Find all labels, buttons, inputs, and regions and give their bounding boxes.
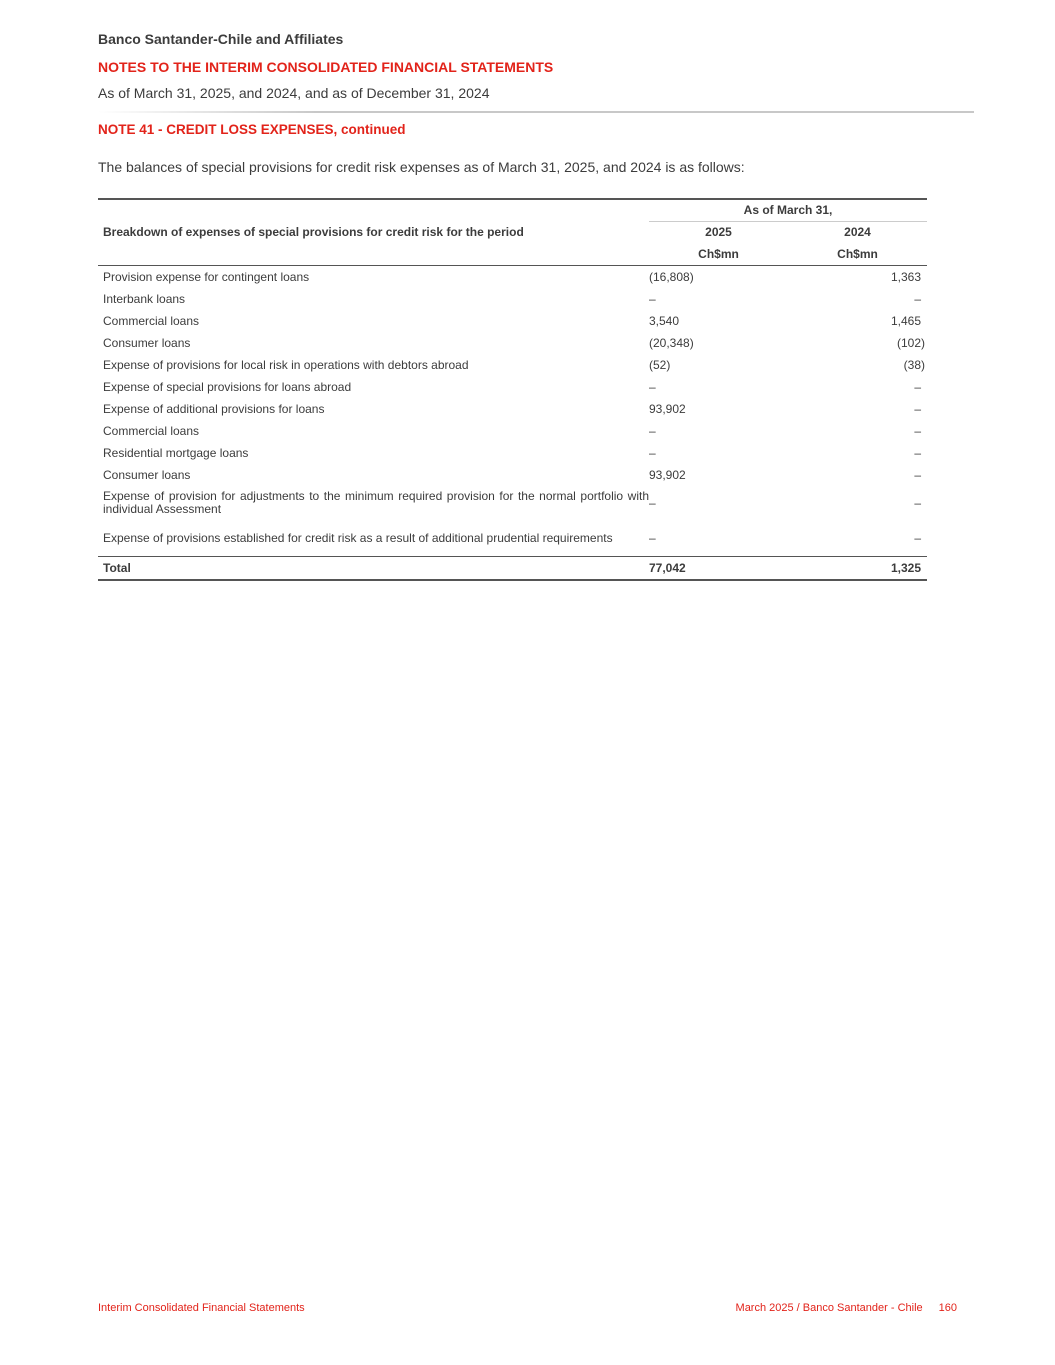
header-divider (98, 111, 974, 113)
row-label: Expense of special provisions for loans abroad (103, 379, 352, 394)
table-row (98, 310, 927, 332)
notes-title: NOTES TO THE INTERIM CONSOLIDATED FINANCIAL STATEMENTS (98, 59, 554, 75)
provisions-table (98, 198, 927, 581)
footer-right (736, 1302, 957, 1314)
value-2024: – (914, 445, 922, 460)
table-row (98, 442, 927, 464)
total-2024: 1,325 (788, 556, 927, 580)
year-2024-header: 2024 (844, 225, 871, 240)
table-row (98, 332, 927, 354)
page-number: 160 (938, 1302, 957, 1314)
footer-right-text: March 2025 / Banco Santander - Chile (735, 1302, 923, 1314)
value-2025: – (649, 423, 656, 438)
table-row (98, 265, 927, 288)
value-2024: – (914, 467, 922, 482)
row-label: Expense of provisions established for credit risk as a result of additional prudential requirements (103, 530, 613, 545)
value-2025: – (649, 531, 656, 545)
row-label: Expense of provision for adjustments to the minimum required provision for the normal portfolio with individual Assessment (103, 489, 649, 516)
row-label: Provision expense for contingent loans (103, 269, 310, 284)
row-label: Consumer loans (103, 335, 191, 350)
unit-2024-header: Ch$mn (788, 243, 927, 265)
note-intro: The balances of special provisions for credit risk expenses as of March 31, 2025, and 2024 is as follows: (98, 159, 745, 175)
table-row (98, 486, 927, 521)
table-row (98, 288, 927, 310)
value-2025: (16,808) (649, 269, 694, 284)
value-2024: 1,465 (890, 313, 922, 328)
value-2024: – (914, 531, 922, 545)
value-2025: – (649, 496, 656, 510)
total-label: Total (98, 556, 649, 580)
value-2024: – (914, 496, 922, 510)
table-row (98, 464, 927, 486)
year-2025-header: 2025 (705, 225, 732, 240)
value-2025: 93,902 (649, 467, 686, 482)
row-header: Breakdown of expenses of special provisions for credit risk for the period (98, 199, 649, 265)
value-2025: – (649, 291, 656, 306)
value-2024: – (914, 401, 922, 416)
group-header: As of March 31, (649, 199, 927, 221)
row-label: Expense of additional provisions for loans (103, 401, 325, 416)
table-row (98, 376, 927, 398)
value-2024: (38) (903, 357, 926, 372)
row-label: Residential mortgage loans (103, 445, 249, 460)
total-2025: 77,042 (649, 556, 788, 580)
table-row (98, 420, 927, 442)
table-row (98, 521, 927, 557)
company-name: Banco Santander-Chile and Affiliates (98, 31, 344, 47)
note-title: NOTE 41 - CREDIT LOSS EXPENSES, continued (98, 122, 406, 137)
row-label: Interbank loans (103, 291, 186, 306)
row-label: Commercial loans (103, 313, 200, 328)
value-2024: – (914, 379, 922, 394)
value-2025: 3,540 (649, 313, 680, 328)
value-2024: – (914, 291, 922, 306)
value-2024: – (914, 423, 922, 438)
row-label: Commercial loans (103, 423, 200, 438)
footer-left: Interim Consolidated Financial Statements (98, 1302, 305, 1314)
row-label: Consumer loans (103, 467, 191, 482)
unit-2025-header: Ch$mn (649, 243, 788, 265)
table-row (98, 354, 927, 376)
total-row (98, 556, 927, 580)
value-2025: – (649, 379, 656, 394)
value-2025: 93,902 (649, 401, 686, 416)
table-row (98, 398, 927, 420)
row-label: Expense of provisions for local risk in operations with debtors abroad (103, 357, 469, 372)
value-2025: (52) (649, 357, 671, 372)
value-2025: – (649, 445, 656, 460)
value-2024: 1,363 (890, 269, 922, 284)
value-2024: (102) (897, 335, 926, 350)
value-2025: (20,348) (649, 335, 694, 350)
as-of-date: As of March 31, 2025, and 2024, and as of December 31, 2024 (98, 85, 490, 101)
